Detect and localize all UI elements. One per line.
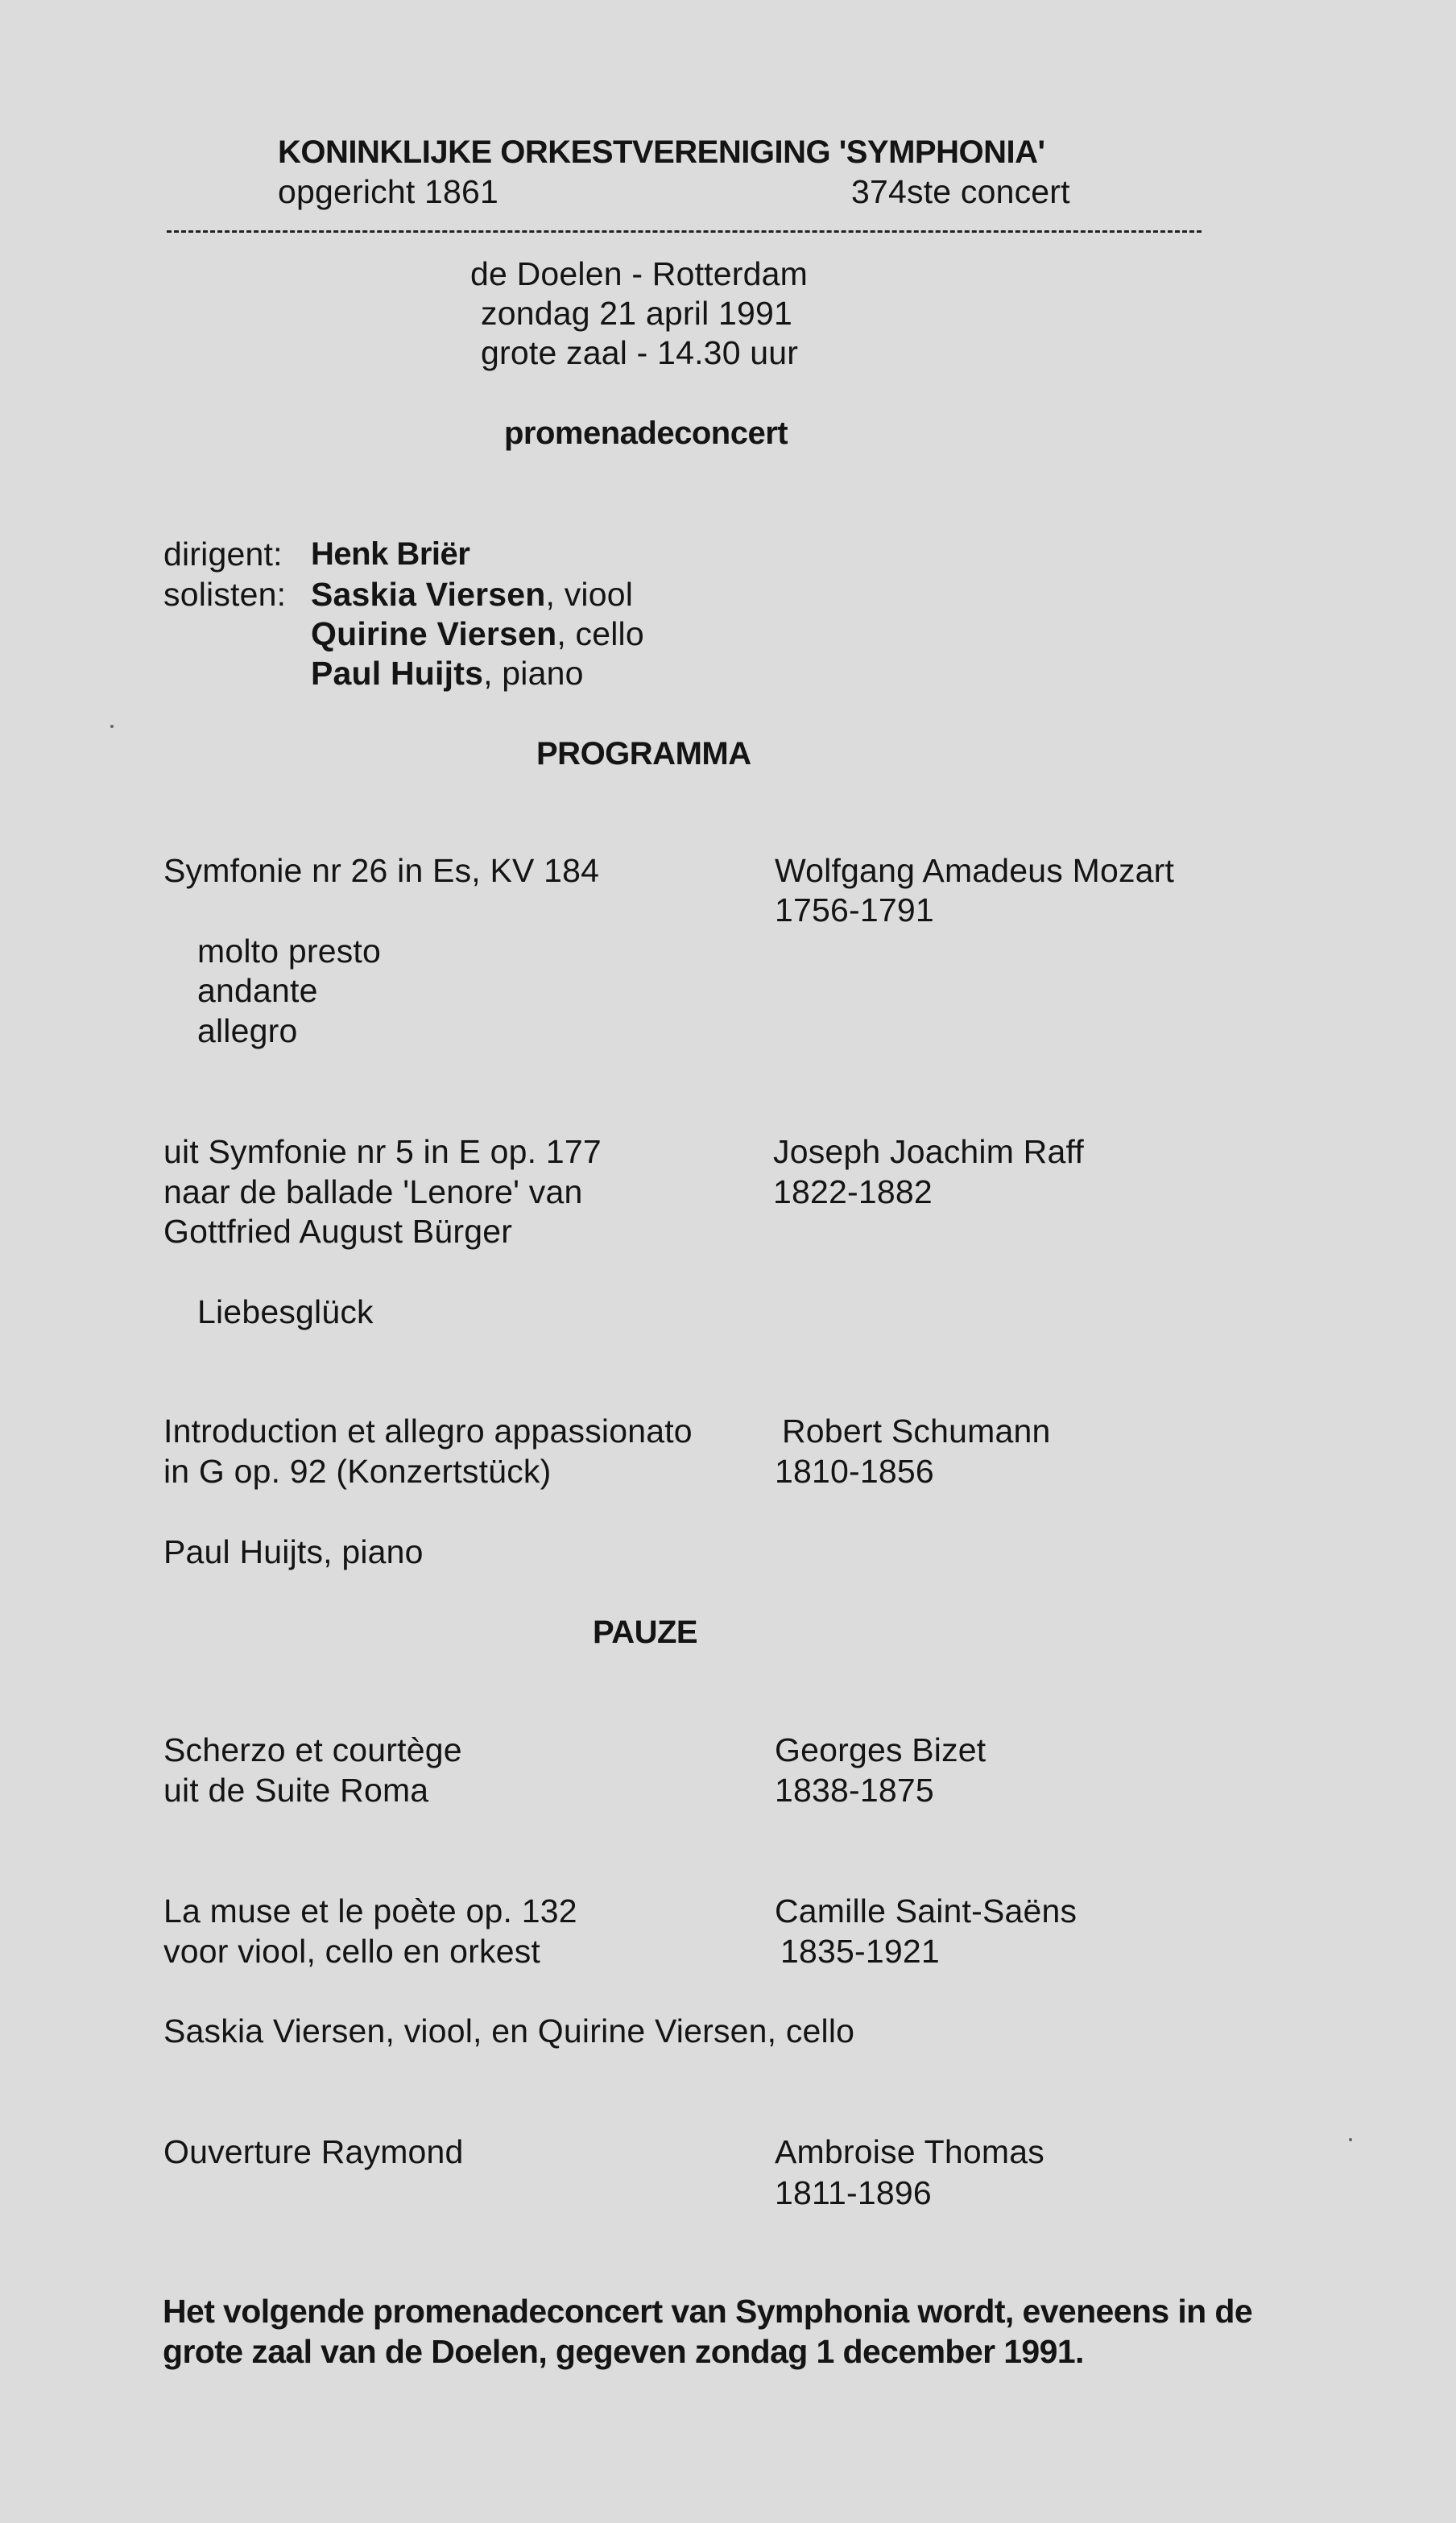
piece-title-line: uit Symfonie nr 5 in E op. 177 [163, 1133, 602, 1170]
composer-years: 1835-1921 [780, 1933, 940, 1970]
soloists-label: solisten: [163, 576, 287, 613]
hall-and-time: grote zaal - 14.30 uur [481, 334, 799, 371]
composer-name: Georges Bizet [775, 1731, 987, 1768]
scan-speck [1349, 2138, 1352, 2141]
soloist-instrument: , viool [545, 576, 634, 613]
movement: Liebesglück [197, 1293, 374, 1330]
scan-speck [110, 725, 114, 728]
concert-number: 374ste concert [851, 173, 1070, 210]
soloist-name: Saskia Viersen [311, 576, 546, 613]
composer-name: Camille Saint-Saëns [775, 1892, 1078, 1929]
founded-year: opgericht 1861 [278, 173, 499, 210]
conductor-name: Henk Briër [311, 536, 470, 572]
concert-date: zondag 21 april 1991 [481, 295, 792, 332]
soloist-line [311, 575, 633, 614]
soloist-note: Paul Huijts, piano [163, 1533, 424, 1570]
soloist-name: Quirine Viersen [311, 615, 557, 652]
movement: allegro [197, 1012, 298, 1049]
piece-title-line: Ouverture Raymond [163, 2133, 464, 2170]
soloist-name: Paul Huijts [311, 655, 484, 692]
closing-note: Het volgende promenadeconcert van Symphonia wordt, eveneens in de grote zaal van de Doelen, gegeven zondag 1 december 1991. [163, 2293, 1253, 2370]
soloist-instrument: , piano [483, 655, 584, 692]
concert-type: promenadeconcert [504, 416, 788, 451]
piece-title-line: La muse et le poète op. 132 [163, 1892, 577, 1929]
composer-years: 1810-1856 [775, 1453, 934, 1490]
composer-years: 1822-1882 [773, 1173, 933, 1210]
composer-name: Wolfgang Amadeus Mozart [775, 852, 1175, 889]
composer-name: Robert Schumann [782, 1412, 1051, 1450]
composer-years: 1756-1791 [775, 891, 934, 929]
intermission-heading: PAUZE [593, 1615, 698, 1650]
program-heading: PROGRAMMA [536, 736, 751, 771]
piece-title-line: in G op. 92 (Konzertstück) [163, 1453, 552, 1490]
piece-title-line: Introduction et allegro appassionato [163, 1412, 693, 1450]
conductor-label: dirigent: [163, 536, 283, 573]
piece-title-line: Gottfried August Bürger [163, 1213, 513, 1250]
soloist-instrument: , cello [556, 615, 644, 652]
piece-title-line: Symfonie nr 26 in Es, KV 184 [163, 852, 600, 889]
soloist-line [311, 614, 644, 653]
composer-years: 1811-1896 [775, 2174, 932, 2211]
soloist-note: Saskia Viersen, viool, en Quirine Viersen, cello [163, 2012, 855, 2049]
piece-title-line: voor viool, cello en orkest [163, 1933, 541, 1970]
movement: andante [197, 972, 318, 1009]
piece-title-line: Scherzo et courtège [163, 1731, 462, 1768]
dashed-divider [167, 230, 1202, 233]
composer-name: Joseph Joachim Raff [773, 1133, 1084, 1170]
piece-title-line: naar de ballade 'Lenore' van [163, 1173, 583, 1210]
composer-name: Ambroise Thomas [775, 2133, 1044, 2170]
composer-years: 1838-1875 [775, 1772, 934, 1809]
venue: de Doelen - Rotterdam [470, 255, 808, 292]
movement: molto presto [197, 933, 382, 970]
soloist-line [311, 654, 584, 693]
organization-name: KONINKLIJKE ORKESTVERENIGING 'SYMPHONIA' [278, 134, 1045, 170]
piece-title-line: uit de Suite Roma [163, 1772, 429, 1809]
